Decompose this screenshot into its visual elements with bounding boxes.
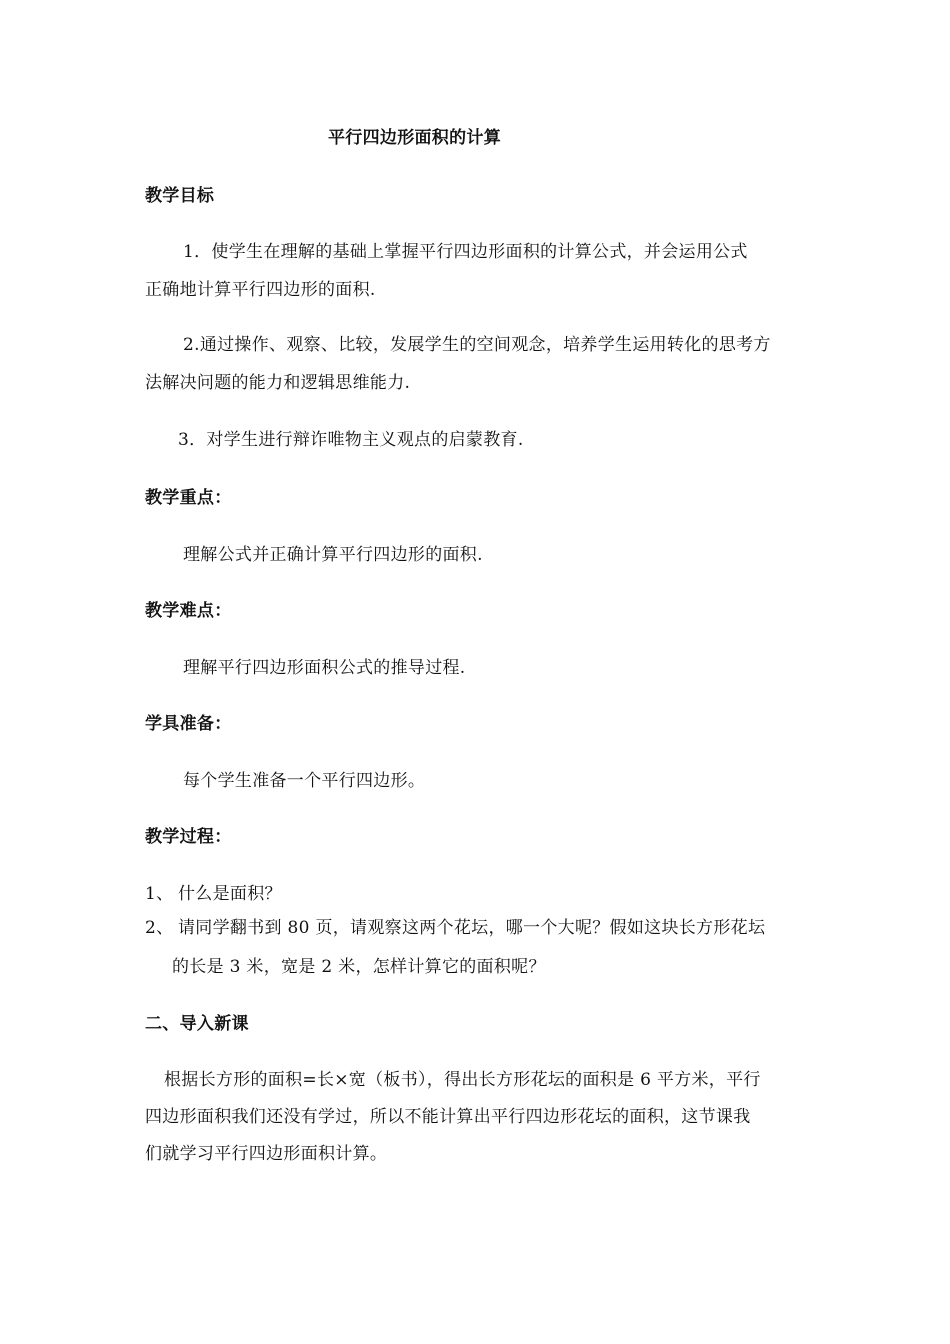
objectives-heading: 教学目标 <box>145 186 215 206</box>
materials-text: 每个学生准备一个平行四边形。 <box>183 771 426 791</box>
objective-3: 3．对学生进行辩诈唯物主义观点的启蒙教育. <box>178 430 524 450</box>
objective-2-line-1: 2.通过操作、观察、比较，发展学生的空间观念，培养学生运用转化的思考方 <box>183 335 771 355</box>
section-2-line-3: 们就学习平行四边形面积计算。 <box>145 1144 388 1164</box>
process-item-2-number: 2、 <box>145 918 174 938</box>
difficult-points-heading: 教学难点： <box>145 601 232 621</box>
section-2-line-2: 四边形面积我们还没有学过，所以不能计算出平行四边形花坛的面积，这节课我 <box>145 1107 751 1127</box>
key-points-text: 理解公式并正确计算平行四边形的面积. <box>183 545 483 565</box>
process-item-2-line-2: 的长是 3 米，宽是 2 米，怎样计算它的面积呢？ <box>172 957 546 977</box>
section-2-heading: 二、导入新课 <box>145 1014 249 1034</box>
difficult-points-text: 理解平行四边形面积公式的推导过程. <box>183 658 466 678</box>
section-2-line-1: 根据长方形的面积=长×宽（板书），得出长方形花坛的面积是 6 平方米，平行 <box>164 1070 761 1090</box>
process-item-1-text: 什么是面积？ <box>178 884 282 904</box>
document-title: 平行四边形面积的计算 <box>328 128 501 148</box>
objective-1-line-2: 正确地计算平行四边形的面积. <box>145 280 376 300</box>
process-heading: 教学过程： <box>145 827 232 847</box>
process-item-1-number: 1、 <box>145 884 174 904</box>
materials-heading: 学具准备： <box>145 714 232 734</box>
objective-2-line-2: 法解决问题的能力和逻辑思维能力. <box>145 373 411 393</box>
process-item-2-line-1: 请同学翻书到 80 页，请观察这两个花坛，哪一个大呢？假如这块长方形花坛 <box>178 918 766 938</box>
key-points-heading: 教学重点： <box>145 488 232 508</box>
objective-1-line-1: 1．使学生在理解的基础上掌握平行四边形面积的计算公式，并会运用公式 <box>183 242 748 262</box>
